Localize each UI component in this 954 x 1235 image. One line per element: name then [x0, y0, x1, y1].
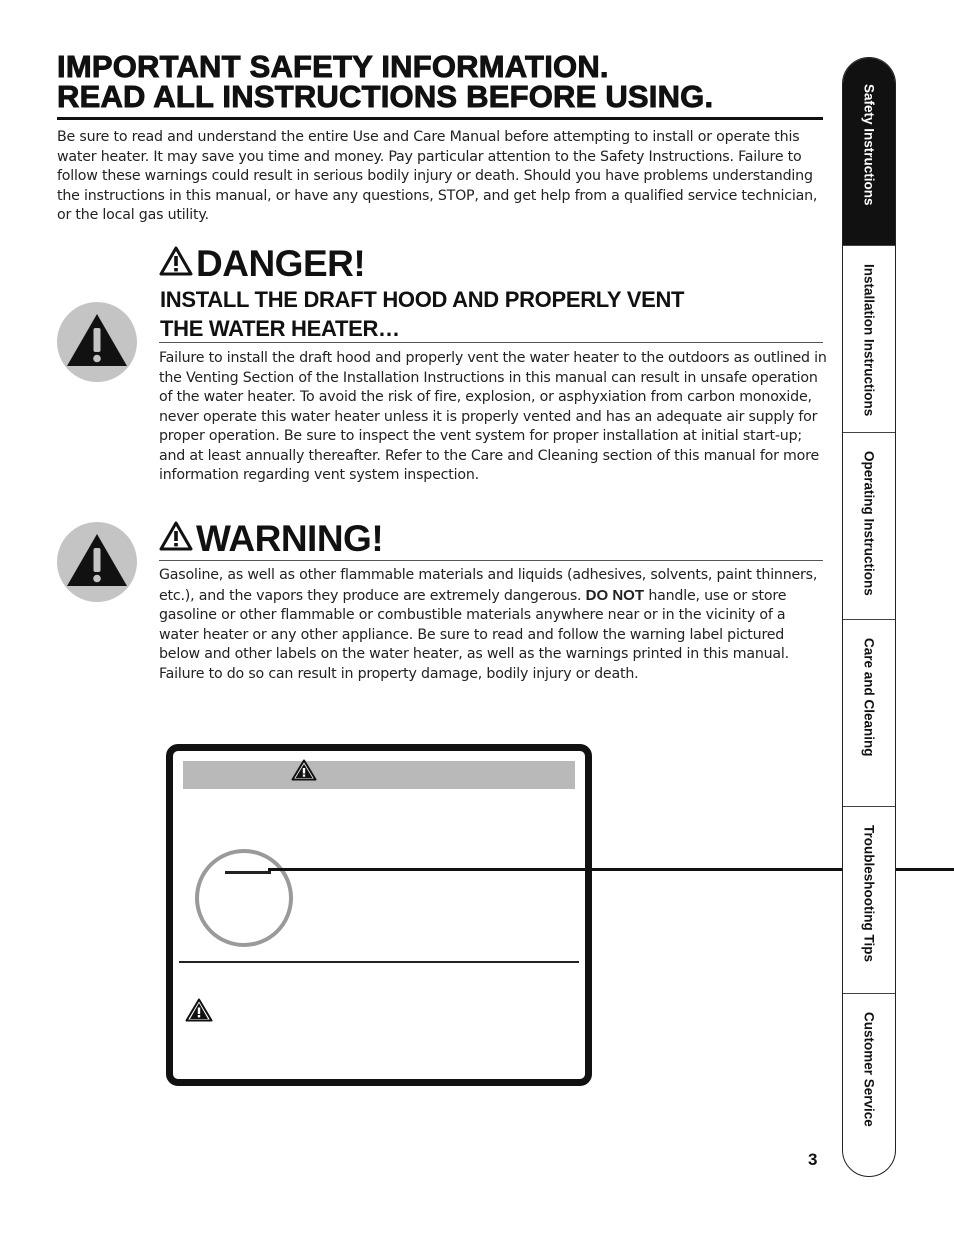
tab-label: Troubleshooting Tips — [861, 825, 877, 962]
tab-installation-instructions[interactable] — [843, 245, 895, 432]
tab-label: Operating Instructions — [861, 451, 877, 596]
warning-label-illustration — [166, 744, 592, 1086]
label-circle-graphic — [195, 849, 293, 947]
warning-rule — [159, 560, 823, 561]
warning-triangle-icon — [291, 759, 317, 786]
danger-heading-text: DANGER! — [196, 243, 366, 284]
danger-heading — [159, 244, 365, 284]
section-tabs — [842, 57, 896, 1177]
tab-care-and-cleaning[interactable] — [843, 619, 895, 806]
danger-rule — [159, 342, 823, 343]
page-number: 3 — [808, 1150, 818, 1169]
warning-triangle-icon — [159, 519, 193, 559]
tab-customer-service[interactable] — [843, 993, 895, 1177]
tab-label: Customer Service — [861, 1012, 877, 1127]
warning-body-emphasis: DO NOT — [585, 586, 645, 604]
danger-body: Failure to install the draft hood and properly vent the water heater to the outdoors as outlined in the Venting Section of the Installation Instructions in this manual can result in unsafe operation of the water heater. To avoid the risk of fire, explosion, or asphyxiation from carbon monoxide, never operate this water heater unless it is properly vented and has an adequate air supply for proper operation. Be sure to inspect the vent system for proper installation at initial start-up; and at least annually thereafter. Refer to the Care and Cleaning section of this manual for more information regarding vent system inspection. — [159, 350, 827, 483]
warning-heading — [159, 519, 383, 559]
label-short-line — [225, 871, 271, 874]
danger-subheading-line1: INSTALL THE DRAFT HOOD AND PROPERLY VENT — [160, 287, 685, 312]
warning-heading-text: WARNING! — [196, 518, 384, 559]
label-divider — [179, 961, 579, 963]
tab-troubleshooting-tips[interactable] — [843, 806, 895, 993]
tab-label: Installation Instructions — [861, 264, 877, 417]
page-title-line2: READ ALL INSTRUCTIONS BEFORE USING. — [57, 79, 714, 114]
label-header-bar — [183, 761, 575, 789]
tab-label: Care and Cleaning — [861, 638, 877, 757]
danger-subheading-line2: THE WATER HEATER… — [160, 316, 400, 341]
danger-subheading — [160, 285, 800, 343]
tab-operating-instructions[interactable] — [843, 432, 895, 619]
warning-triangle-icon — [185, 998, 213, 1027]
warning-body-part1: Gasoline, as well as other flammable materials and liquids (adhesives, solvents, paint thinners, etc.), and the vapors they produce are extremely dangerous. — [159, 567, 818, 604]
intro-paragraph: Be sure to read and understand the entire Use and Care Manual before attempting to install or operate this water heater. It may save you time and money. Pay particular attention to the Safety Instructions. Failure to follow these warnings could result in serious bodily injury or death. Should you have problems understanding the instructions in this manual, or have any questions, STOP, and get help from a qualified service technician, or the local gas utility. — [57, 129, 818, 223]
warning-body — [159, 566, 827, 684]
page-title — [57, 49, 827, 114]
warning-triangle-icon — [159, 244, 193, 284]
tab-safety-instructions[interactable] — [843, 58, 895, 245]
warning-exclamation-icon — [57, 522, 137, 602]
tab-label: Safety Instructions — [861, 84, 877, 206]
warning-body-part2: handle, use or store gasoline or other flammable or combustible materials anywhere near or in the vicinity of a water heater or any other appliance. Be sure to read and follow the warning label pictured below and other labels on the water heater, as well as the warnings printed in this manual. Failure to do so can result in property damage, bodily injury or death. — [159, 587, 789, 682]
title-rule — [57, 117, 823, 120]
page-title-line1: IMPORTANT SAFETY INFORMATION. — [57, 49, 609, 84]
danger-exclamation-icon — [57, 302, 137, 382]
